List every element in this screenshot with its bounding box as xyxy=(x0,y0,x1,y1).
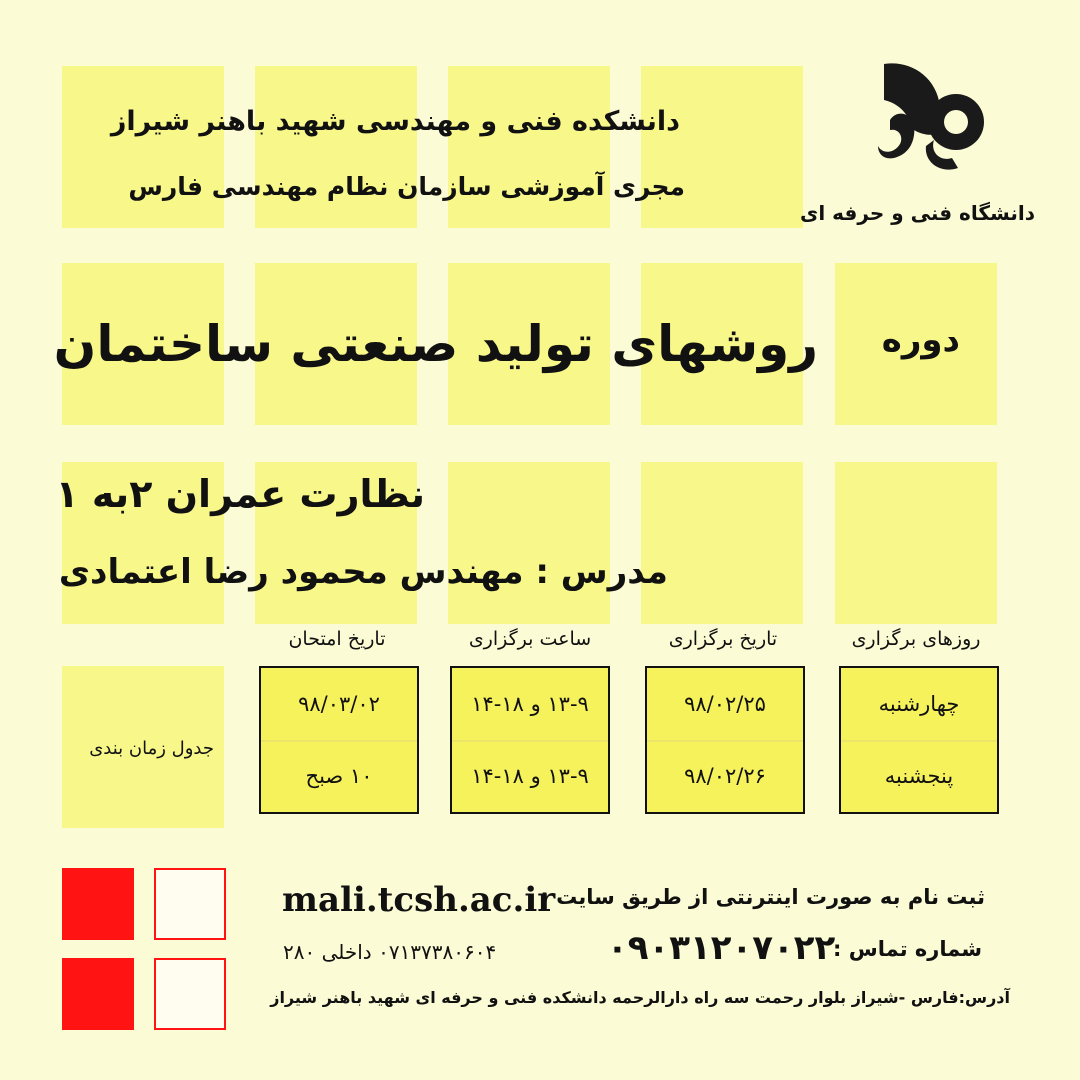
course-subtitle: نظارت عمران ۲به ۱ xyxy=(55,472,425,516)
university-logo-icon xyxy=(870,58,990,178)
landline-number: ۰۷۱۳۷۳۸۰۶۰۴ داخلی ۲۸۰ xyxy=(283,940,497,964)
university-name: دانشگاه فنی و حرفه ای xyxy=(800,201,1035,225)
header-exam: تاریخ امتحان xyxy=(288,628,386,650)
schedule-label: جدول زمان بندی xyxy=(89,738,214,759)
registration-text: ثبت نام به صورت اینترنتی از طریق سایت : xyxy=(540,885,985,909)
date-value: ۹۸/۰۲/۲۶ xyxy=(684,764,766,788)
institute-name: دانشکده فنی و مهندسی شهید باهنر شیراز xyxy=(110,106,680,137)
bg-tile xyxy=(835,462,997,624)
course-title: روشهای تولید صنعتی ساختمان xyxy=(53,315,818,373)
date-value: ۹۸/۰۲/۲۵ xyxy=(647,668,803,742)
hours-value: ۱۳-۹ و ۱۸-۱۴ xyxy=(452,668,608,742)
website-link[interactable]: mali.tcsh.ac.ir xyxy=(282,880,556,920)
decor-square xyxy=(62,868,134,940)
schedule-days-cell xyxy=(839,666,999,814)
organizer-line: مجری آموزشی سازمان نظام مهندسی فارس xyxy=(128,172,685,201)
hours-value: ۱۳-۹ و ۱۸-۱۴ xyxy=(471,764,589,788)
course-label: دوره xyxy=(881,320,960,360)
address: آدرس:فارس -شیراز بلوار رحمت سه راه دارالرحمه دانشکده فنی و حرفه ای شهید باهنر شیراز xyxy=(270,988,1010,1007)
schedule-dates-cell xyxy=(645,666,805,814)
bg-tile xyxy=(641,462,803,624)
bg-tile xyxy=(255,66,417,228)
instructor: مدرس : مهندس محمود رضا اعتمادی xyxy=(58,552,668,592)
exam-value: ۹۸/۰۳/۰۲ xyxy=(261,668,417,742)
decor-square xyxy=(154,958,226,1030)
exam-value: ۱۰ صبح xyxy=(305,764,373,788)
decor-square xyxy=(62,958,134,1030)
bg-tile xyxy=(448,462,610,624)
phone-label: شماره تماس : xyxy=(833,937,982,961)
day-value: چهارشنبه xyxy=(841,668,997,742)
bg-tile xyxy=(448,66,610,228)
decor-square xyxy=(154,868,226,940)
bg-tile xyxy=(641,66,803,228)
bg-tile xyxy=(62,66,224,228)
schedule-exam-cell xyxy=(259,666,419,814)
day-value: پنجشنبه xyxy=(884,764,954,788)
schedule-hours-cell xyxy=(450,666,610,814)
header-hours: ساعت برگزاری xyxy=(468,628,592,650)
header-days: روزهای برگزاری xyxy=(851,628,981,650)
header-dates: تاریخ برگزاری xyxy=(668,628,778,650)
phone-number[interactable]: ۰۹۰۳۱۲۰۷۰۲۲ xyxy=(607,928,836,968)
